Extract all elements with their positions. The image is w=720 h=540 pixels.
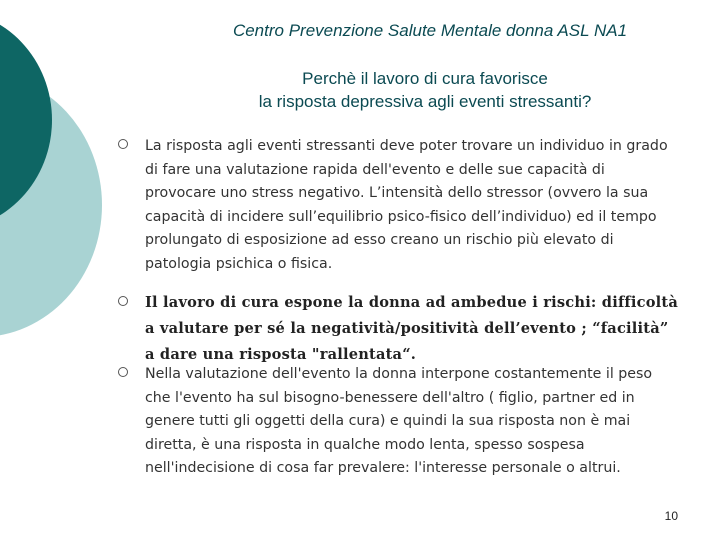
light-teal-circle <box>0 73 102 337</box>
page-number: 10 <box>664 509 678 523</box>
bullet-text-3: Nella valutazione dell'evento la donna interpone costantemente il peso che l'evento ha sul bisogno-benessere dell'altro ( figlio, partner ed in genere tutti gli oggetti della cura) e quindi la sua risposta non è mai diretta, è una risposta in qualche modo lenta, spesso sospesa nell'indecisione di cosa far prevalere: l'interesse personale o altrui. <box>145 366 653 477</box>
bullet-circle-icon <box>118 296 128 306</box>
slide-subtitle <box>150 67 700 113</box>
bullet-circle-icon <box>118 139 128 149</box>
slide-header: Centro Prevenzione Salute Mentale donna ASL NA1 <box>232 21 628 40</box>
bullet-item-2 <box>118 290 678 368</box>
bullet-item-3 <box>118 363 678 481</box>
bullet-item-1 <box>118 135 678 277</box>
bullet-text-1: La risposta agli eventi stressanti deve poter trovare un individuo in grado di fare una valutazione rapida dell'evento e delle sue capacità di provocare uno stress negativo. L’intensità dello stressor (ovvero la sua capacità di incidere sull’equilibrio psico-fisico dell’individuo) ed il tempo prolungato di esposizione ad esso creano un rischio più elevato di patologia psichica o fisica. <box>145 138 668 272</box>
subtitle-line-2: la risposta depressiva agli eventi stressanti? <box>258 92 592 111</box>
subtitle-line-1: Perchè il lavoro di cura favorisce <box>302 69 548 88</box>
bullet-text-2: Il lavoro di cura espone la donna ad ambedue i rischi: difficoltà a valutare per sé la negatività/positività dell’evento ; “facilità” a dare una risposta "rallentata“. <box>145 294 679 363</box>
bullet-circle-icon <box>118 367 128 377</box>
dark-teal-circle <box>0 10 52 230</box>
